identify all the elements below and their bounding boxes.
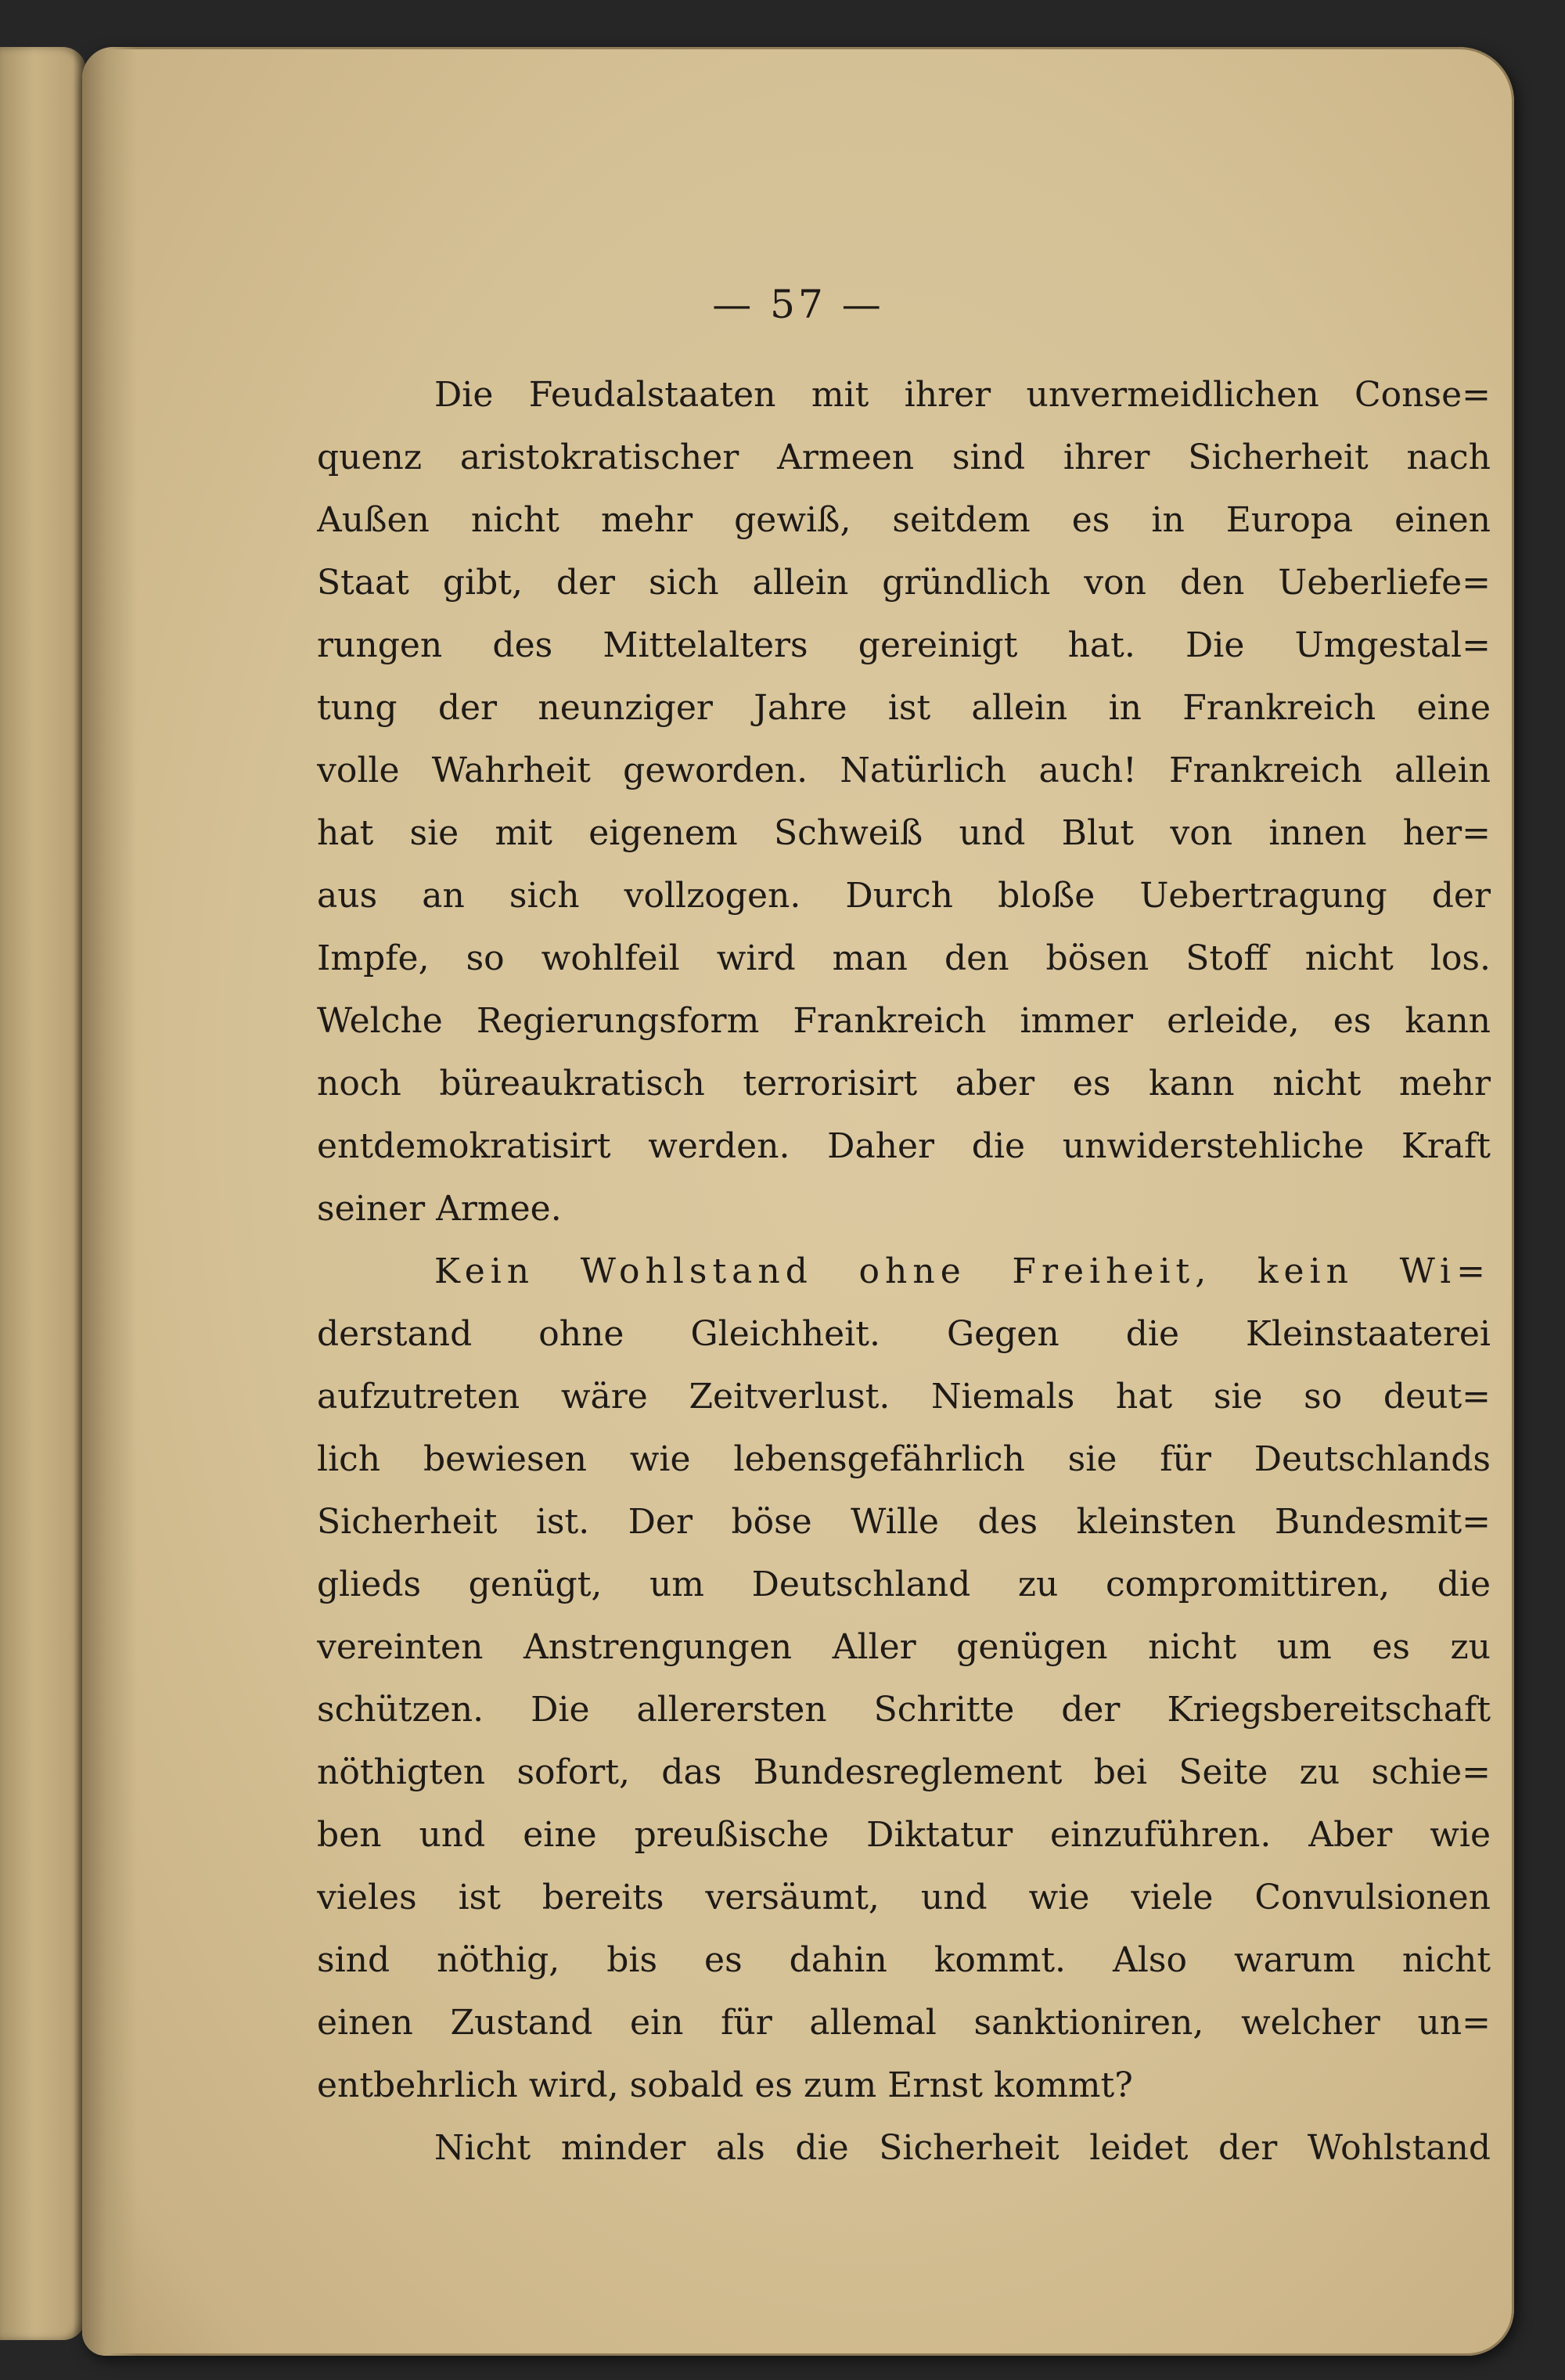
- page-number: — 57 —: [712, 282, 884, 327]
- text-line: schützen. Die allerersten Schritte der Kriegsbereitschaft: [317, 1690, 1491, 1730]
- text-line: vereinten Anstrengungen Aller genügen nicht um es zu: [317, 1627, 1491, 1667]
- text-line: noch büreaukratisch terrorisirt aber es kann nicht mehr: [317, 1064, 1491, 1104]
- text-line: volle Wahrheit geworden. Natürlich auch! Frankreich allein: [317, 751, 1491, 790]
- text-line: sind nöthig, bis es dahin kommt. Also warum nicht: [317, 1940, 1491, 1980]
- text-line: quenz aristokratischer Armeen sind ihrer Sicherheit nach: [317, 437, 1491, 477]
- text-line: Außen nicht mehr gewiß, seitdem es in Europa einen: [317, 500, 1491, 540]
- text-line: Nicht minder als die Sicherheit leidet der Wohlstand: [434, 2128, 1491, 2168]
- text-line: einen Zustand ein für allemal sanktioniren, welcher un=: [317, 2003, 1491, 2043]
- book-page: [82, 47, 1514, 2356]
- text-line: lich bewiesen wie lebensgefährlich sie für Deutschlands: [317, 1439, 1491, 1479]
- text-line: derstand ohne Gleichheit. Gegen die Kleinstaaterei: [317, 1314, 1491, 1354]
- text-line: entbehrlich wird, sobald es zum Ernst kommt?: [317, 2065, 1133, 2105]
- text-line: nöthigten sofort, das Bundesreglement bei Seite zu schie=: [317, 1752, 1491, 1792]
- text-line: vieles ist bereits versäumt, und wie viele Convulsionen: [317, 1878, 1491, 1917]
- text-line: Staat gibt, der sich allein gründlich von den Ueberliefe=: [317, 563, 1491, 603]
- page-spine-shadow: [82, 47, 137, 2356]
- text-line: Impfe, so wohlfeil wird man den bösen Stoff nicht los.: [317, 938, 1491, 978]
- text-line: seiner Armee.: [317, 1189, 562, 1229]
- text-line: aus an sich vollzogen. Durch bloße Uebertragung der: [317, 876, 1491, 916]
- text-line: rungen des Mittelalters gereinigt hat. Die Umgestal=: [317, 625, 1491, 665]
- text-line: tung der neunziger Jahre ist allein in Frankreich eine: [317, 688, 1491, 728]
- text-line: Die Feudalstaaten mit ihrer unvermeidlichen Conse=: [434, 375, 1491, 415]
- body-text: [317, 364, 1491, 2180]
- previous-page-edge: [0, 47, 86, 2340]
- text-line: glieds genügt, um Deutschland zu compromittiren, die: [317, 1564, 1491, 1604]
- text-line: aufzutreten wäre Zeitverlust. Niemals hat sie so deut=: [317, 1377, 1491, 1417]
- text-line: ben und eine preußische Diktatur einzuführen. Aber wie: [317, 1815, 1491, 1855]
- text-line: Welche Regierungsform Frankreich immer erleide, es kann: [317, 1001, 1491, 1041]
- text-line: Kein Wohlstand ohne Freiheit, kein Wi=: [434, 1251, 1491, 1291]
- text-line: entdemokratisirt werden. Daher die unwiderstehliche Kraft: [317, 1126, 1491, 1166]
- text-line: hat sie mit eigenem Schweiß und Blut von innen her=: [317, 813, 1491, 853]
- text-line: Sicherheit ist. Der böse Wille des kleinsten Bundesmit=: [317, 1502, 1491, 1542]
